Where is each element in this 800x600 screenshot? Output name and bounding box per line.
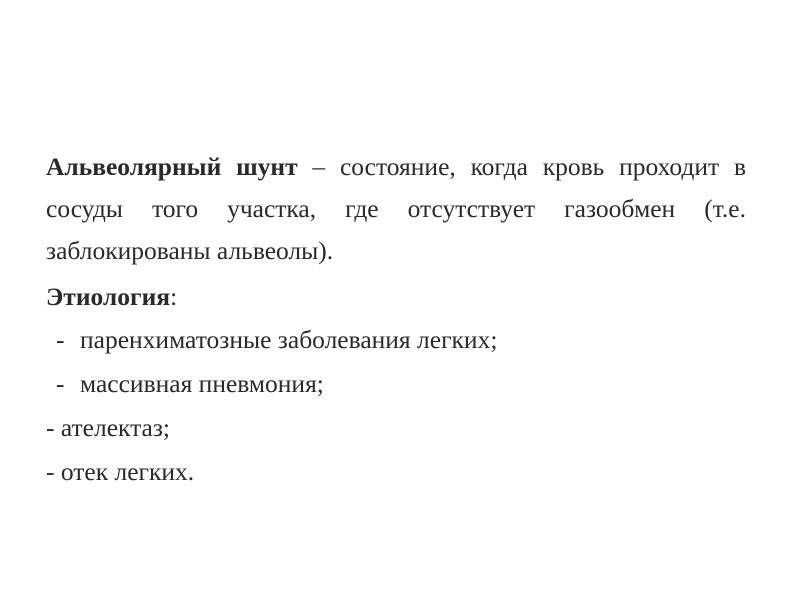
list-dash: -	[56, 325, 65, 354]
etiology-item-text: - отек легких.	[46, 457, 195, 486]
definition-text: – состояние, когда кровь проходит в сосуды того участка, где отсутствует газообмен (т.е. заблокированы альвеолы).	[46, 152, 746, 265]
etiology-item-text: - ателектаз;	[46, 413, 171, 442]
etiology-item	[46, 318, 746, 362]
etiology-heading-term: Этиология	[46, 282, 171, 311]
shunt-definition	[46, 146, 746, 272]
definition-term: Альвеолярный шунт	[46, 152, 298, 181]
etiology-item-text: паренхиматозные заболевания легких;	[80, 325, 498, 354]
etiology-heading	[46, 276, 746, 318]
list-dash: -	[56, 369, 65, 398]
etiology-item-text: массивная пневмония;	[80, 369, 324, 398]
etiology-heading-colon: :	[170, 282, 178, 311]
slide-content	[46, 146, 746, 494]
etiology-item	[46, 362, 746, 406]
etiology-item	[46, 450, 746, 494]
etiology-list	[46, 318, 746, 494]
etiology-item	[46, 406, 746, 450]
